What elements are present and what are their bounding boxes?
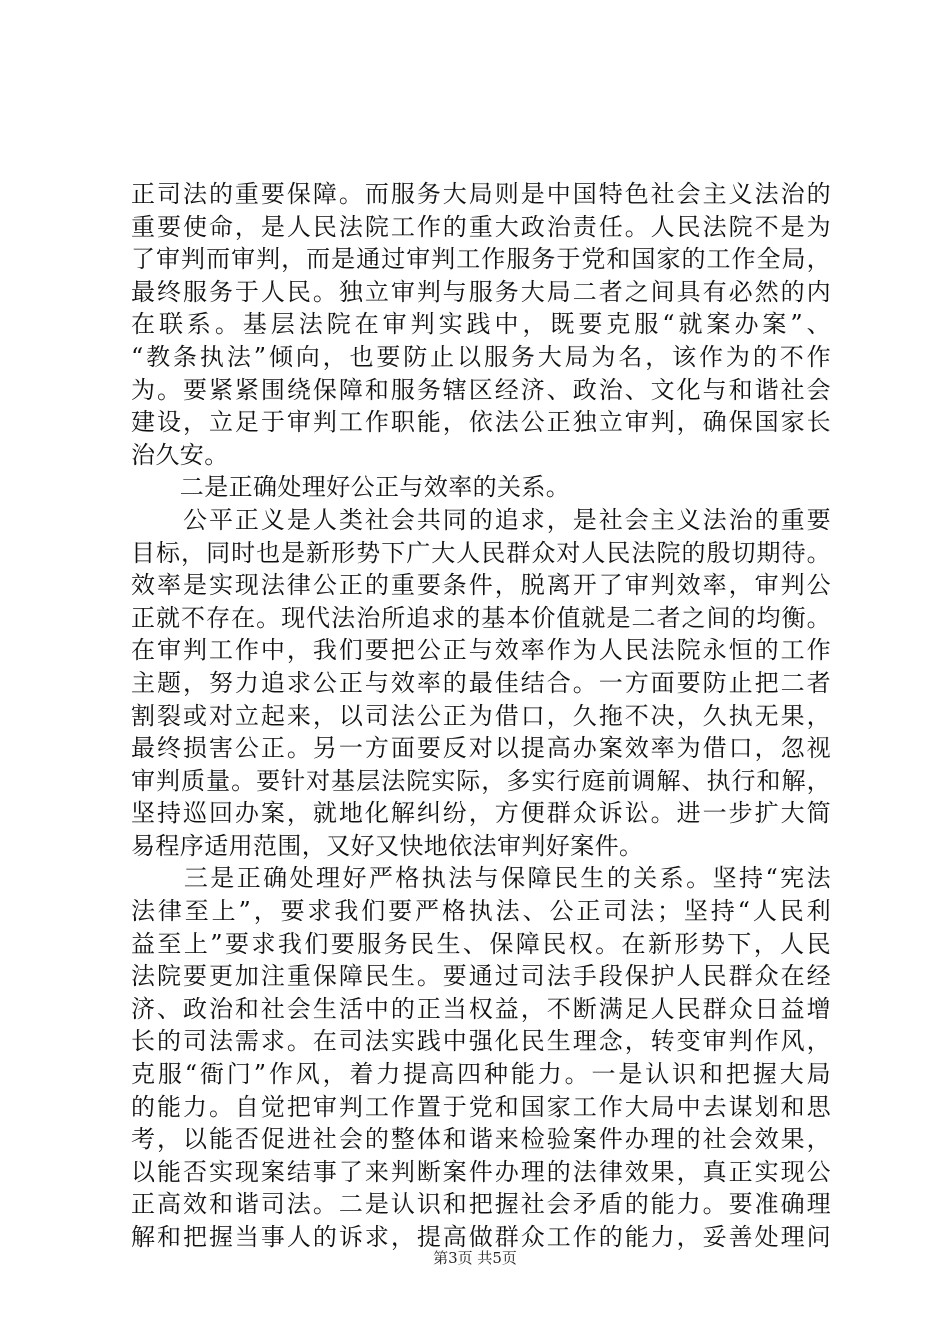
text-line: 建设，立足于审判工作职能，依法公正独立审判，确保国家长 (131, 408, 831, 437)
document-body (131, 178, 831, 1254)
text-line: 法律至上”，要求我们要严格执法、公正司法；坚持“人民利 (131, 897, 831, 926)
text-line: 了审判而审判，而是通过审判工作服务于党和国家的工作全局， (131, 245, 831, 274)
text-line: 治久安。 (131, 440, 229, 469)
text-line: 割裂或对立起来，以司法公正为借口，久拖不决，久执无果， (131, 701, 831, 730)
text-line: 正高效和谐司法。二是认识和把握社会矛盾的能力。要准确理 (131, 1190, 831, 1219)
text-line: 效率是实现法律公正的重要条件，脱离开了审判效率，审判公 (131, 571, 831, 600)
text-line: 的能力。自觉把审判工作置于党和国家工作大局中去谋划和思 (131, 1092, 831, 1121)
text-line: 二是正确处理好公正与效率的关系。 (131, 473, 571, 502)
text-line: 易程序适用范围，又好又快地依法审判好案件。 (131, 831, 644, 860)
text-line: 目标，同时也是新形势下广大人民群众对人民法院的殷切期待。 (131, 538, 831, 567)
text-line: 重要使命，是人民法院工作的重大政治责任。人民法院不是为 (131, 212, 831, 241)
text-line: 考，以能否促进社会的整体和谐来检验案件办理的社会效果， (131, 1125, 831, 1154)
text-line: 公平正义是人类社会共同的追求，是社会主义法治的重要 (131, 505, 831, 534)
text-line: 正司法的重要保障。而服务大局则是中国特色社会主义法治的 (131, 180, 831, 208)
text-line: 解和把握当事人的诉求，提高做群众工作的能力，妥善处理问 (131, 1223, 831, 1251)
text-line: 以能否实现案结事了来判断案件办理的法律效果，真正实现公 (131, 1157, 831, 1186)
text-line: “教条执法”倾向，也要防止以服务大局为名，该作为的不作 (131, 342, 831, 371)
text-line: 主题，努力追求公正与效率的最佳结合。一方面要防止把二者 (131, 668, 831, 697)
text-line: 正就不存在。现代法治所追求的基本价值就是二者之间的均衡。 (131, 603, 831, 632)
text-line: 法院要更加注重保障民生。要通过司法手段保护人民群众在经 (131, 962, 831, 991)
page-footer: 第3页 共5页 (433, 1249, 517, 1267)
text-line: 济、政治和社会生活中的正当权益，不断满足人民群众日益增 (131, 994, 831, 1023)
text-line: 克服“衙门”作风，着力提高四种能力。一是认识和把握大局 (131, 1060, 831, 1089)
text-line: 最终损害公正。另一方面要反对以提高办案效率为借口，忽视 (131, 734, 831, 763)
text-line: 为。要紧紧围绕保障和服务辖区经济、政治、文化与和谐社会 (131, 375, 831, 404)
text-line: 审判质量。要针对基层法院实际，多实行庭前调解、执行和解， (131, 766, 831, 795)
text-line: 在联系。基层法院在审判实践中，既要克服“就案办案”、 (131, 310, 831, 339)
text-line: 长的司法需求。在司法实践中强化民生理念，转变审判作风， (131, 1027, 831, 1056)
text-line: 在审判工作中，我们要把公正与效率作为人民法院永恒的工作 (131, 636, 831, 665)
text-line: 坚持巡回办案，就地化解纠纷，方便群众诉讼。进一步扩大简 (131, 799, 831, 828)
text-line: 三是正确处理好严格执法与保障民生的关系。坚持“宪法 (131, 864, 831, 893)
text-line: 益至上”要求我们要服务民生、保障民权。在新形势下，人民 (131, 929, 831, 958)
text-line: 最终服务于人民。独立审判与服务大局二者之间具有必然的内 (131, 277, 831, 306)
